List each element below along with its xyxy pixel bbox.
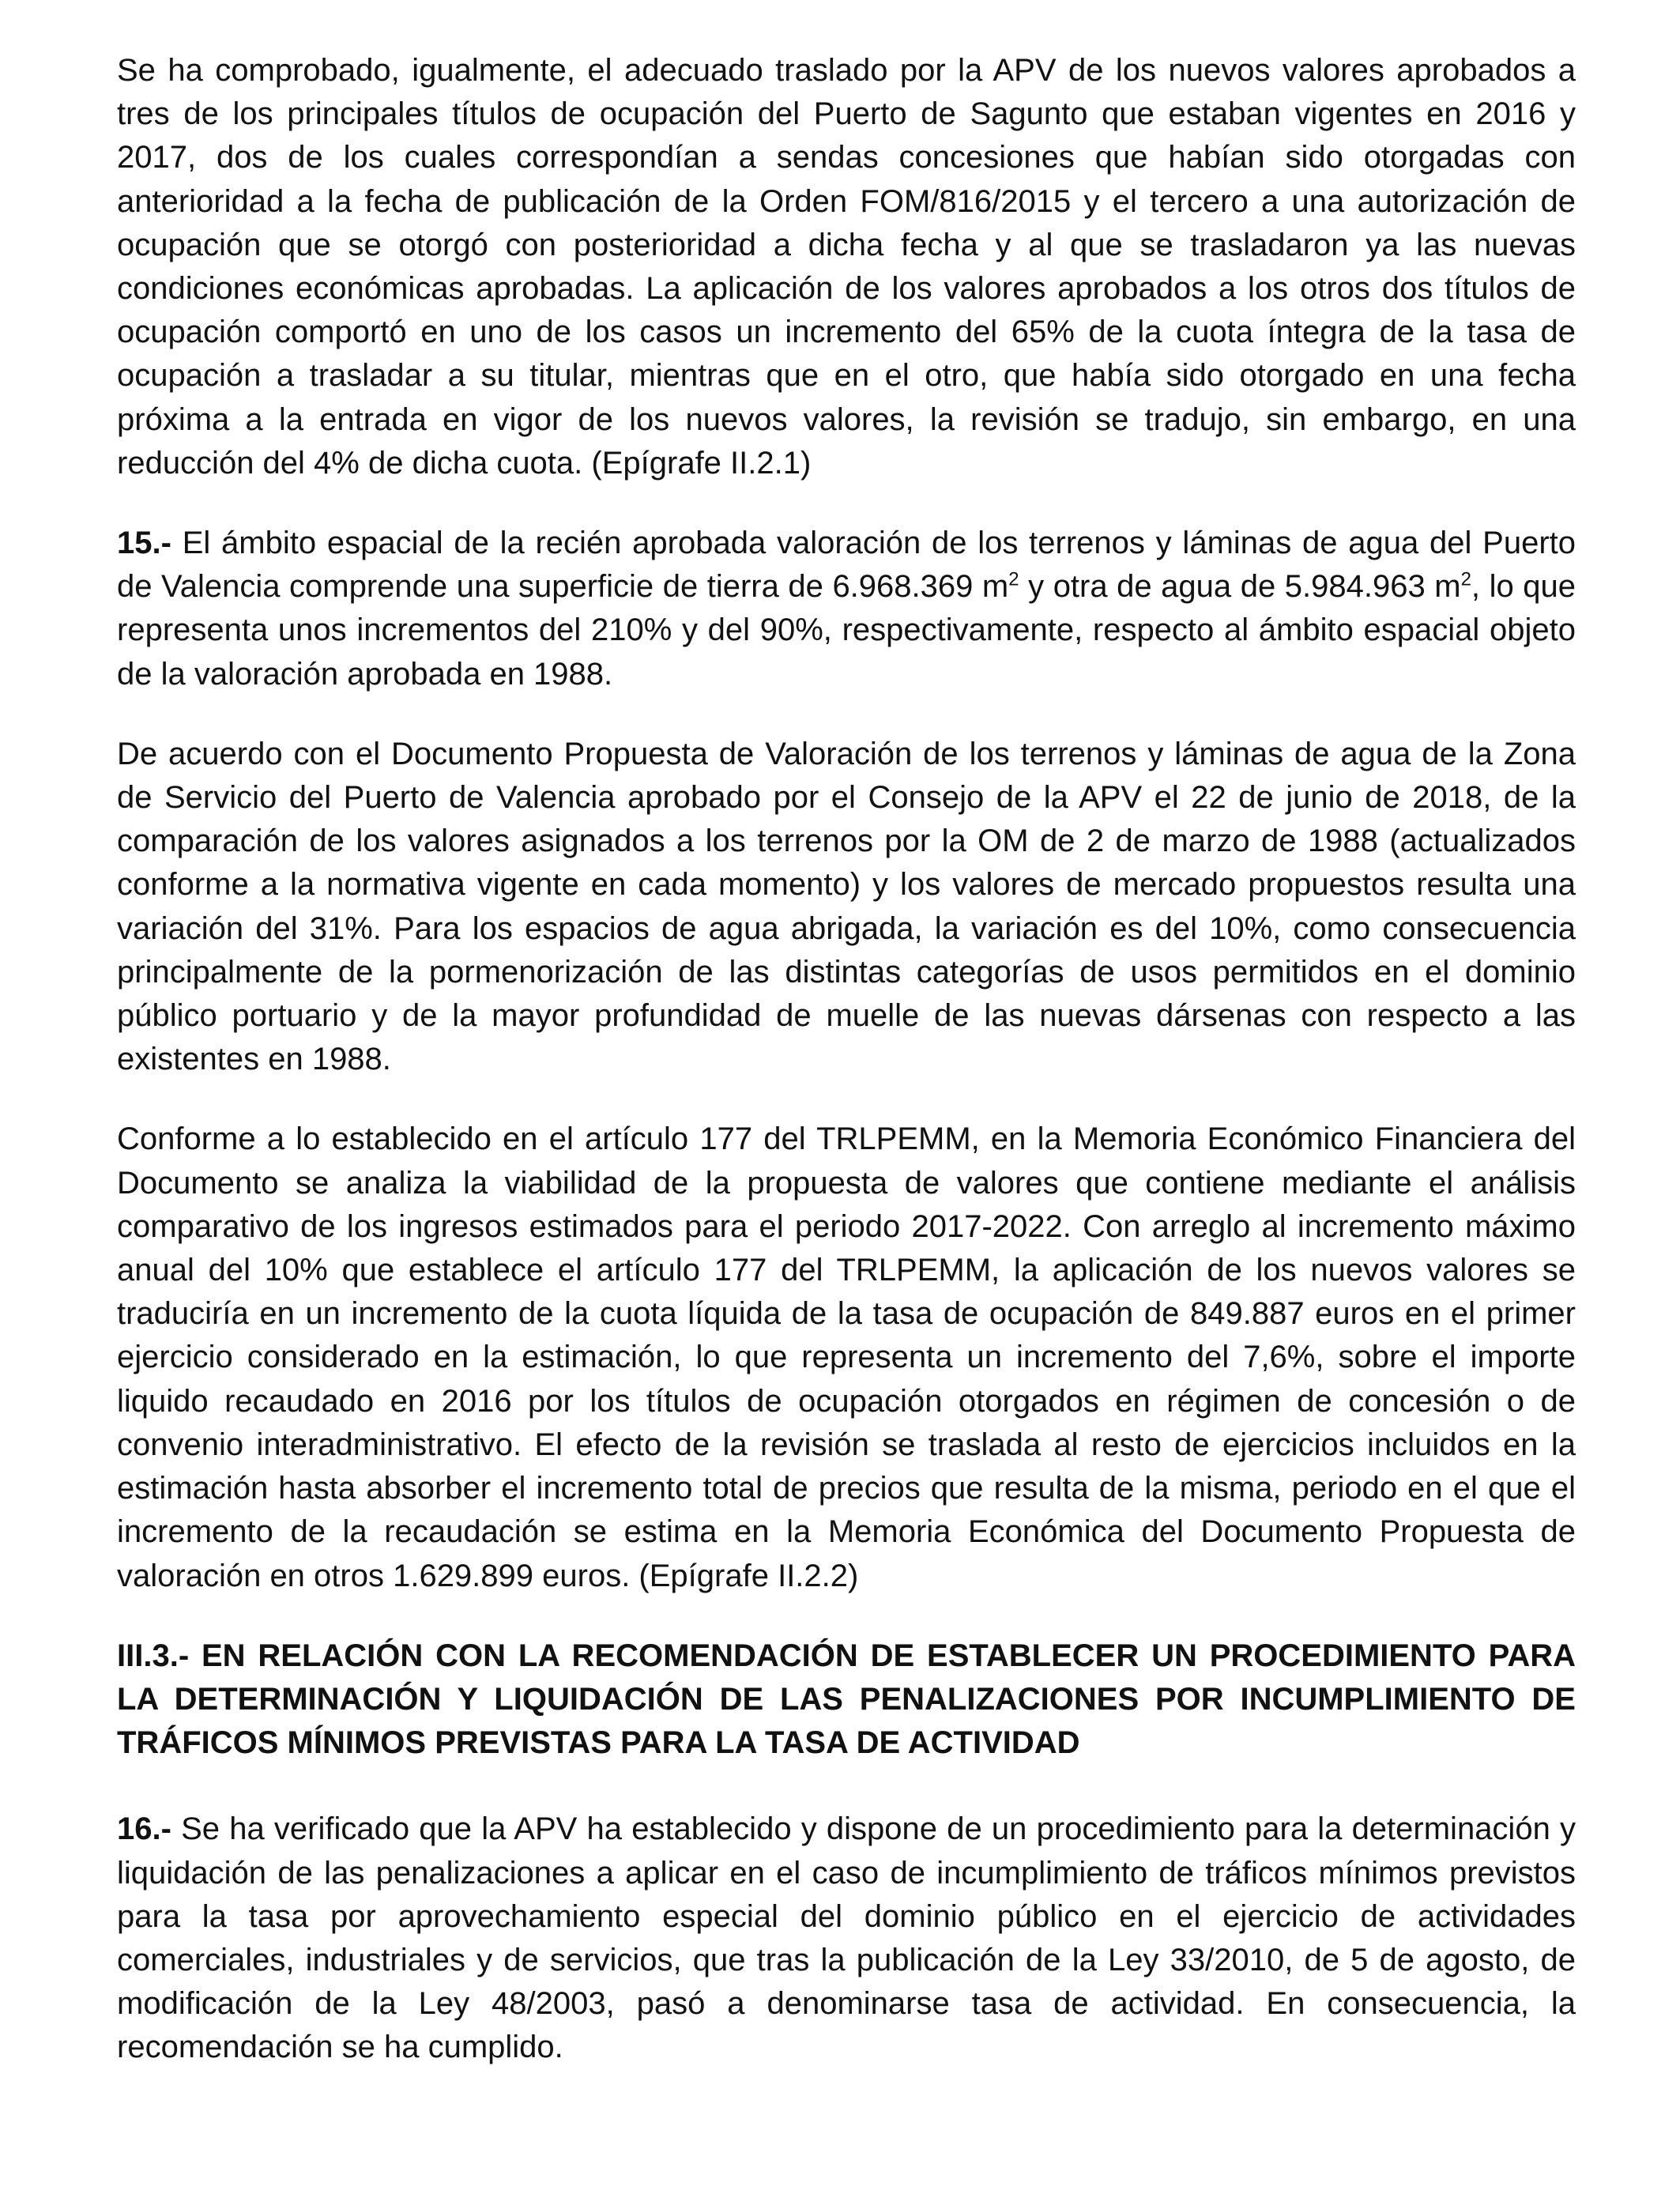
paragraph-15-text-c: , lo que representa unos incrementos del 210% y del 90%, respectivamente, respecto al ámbito espacial objeto de la valoración aprobada en 1988. [117,569,1576,692]
item-number-16: 16.- [117,1811,171,1847]
paragraph-16 [117,1808,1576,2069]
paragraph-valoracion: De acuerdo con el Documento Propuesta de Valoración de los terrenos y láminas de agua de la Zona de Servicio del Puerto de Valencia aprobado por el Consejo de la APV el 22 de junio de 2018, de la comparación de los valores asignados a los terrenos por la OM de 2 de marzo de 1988 (actualizados conforme a la normativa vigente en cada momento) y los valores de mercado propuestos resulta una variación del 31%. Para los espacios de agua abrigada, la variación es del 10%, como consecuencia principalmente de la pormenorización de las distintas categorías de usos permitidos en el dominio público portuario y de la mayor profundidad de muelle de las nuevas dársenas con respecto a las existentes en 1988. [117,736,1576,1077]
item-number-15: 15.- [117,526,171,561]
paragraph-15-text-b: y otra de agua de 5.984.963 m [1019,569,1461,605]
paragraph-15-text-a: El ámbito espacial de la recién aprobada valoración de los terrenos y láminas de agua del Puerto de Valencia comprende una superficie de tierra de 6.968.369 m [117,526,1576,605]
paragraph-16-text: Se ha verificado que la APV ha establecido y dispone de un procedimiento para la determinación y liquidación de las penalizaciones a aplicar en el caso de incumplimiento de tráficos mínimos previstos para la tasa por aprovechamiento especial del dominio público en el ejercicio de actividades comerciales, industriales y de servicios, que tras la publicación de la Ley 33/2010, de 5 de agosto, de modificación de la Ley 48/2003, pasó a denominarse tasa de actividad. En consecuencia, la recomendación se ha cumplido. [117,1811,1576,2065]
superscript-2-water: 2 [1460,568,1471,590]
document-page [117,49,1576,2106]
paragraph-memoria-economica: Conforme a lo establecido en el artículo 177 del TRLPEMM, en la Memoria Económico Financiera del Documento se analiza la viabilidad de la propuesta de valores que contiene mediante el análisis comparativo de los ingresos estimados para el periodo 2017-2022. Con arreglo al incremento máximo anual del 10% que establece el artículo 177 del TRLPEMM, la aplicación de los nuevos valores se traduciría en un incremento de la cuota líquida de la tasa de ocupación de 849.887 euros en el primer ejercicio considerado en la estimación, lo que representa un incremento del 7,6%, sobre el importe liquido recaudado en 2016 por los títulos de ocupación otorgados en régimen de concesión o de convenio interadministrativo. El efecto de la revisión se traslada al resto de ejercicios incluidos en la estimación hasta absorber el incremento total de precios que resulta de la misma, periodo en el que el incremento de la recaudación se estima en la Memoria Económica del Documento Propuesta de valoración en otros 1.629.899 euros. (Epígrafe II.2.2) [117,1122,1576,1593]
paragraph-15 [117,522,1576,696]
section-heading-iii-3: III.3.- EN RELACIÓN CON LA RECOMENDACIÓN DE ESTABLECER UN PROCEDIMIENTO PARA LA DETERMINACIÓN Y LIQUIDACIÓN DE LAS PENALIZACIONES POR INCUMPLIMIENTO DE TRÁFICOS MÍNIMOS PREVISTAS PARA LA TASA DE ACTIVIDAD [117,1638,1576,1761]
superscript-2-land: 2 [1008,568,1019,590]
paragraph-sagunto: Se ha comprobado, igualmente, el adecuado traslado por la APV de los nuevos valores aprobados a tres de los principales títulos de ocupación del Puerto de Sagunto que estaban vigentes en 2016 y 2017, dos de los cuales correspondían a sendas concesiones que habían sido otorgadas con anterioridad a la fecha de publicación de la Orden FOM/816/2015 y el tercero a una autorización de ocupación que se otorgó con posterioridad a dicha fecha y al que se trasladaron ya las nuevas condiciones económicas aprobadas. La aplicación de los valores aprobados a los otros dos títulos de ocupación comportó en uno de los casos un incremento del 65% de la cuota íntegra de la tasa de ocupación a trasladar a su titular, mientras que en el otro, que había sido otorgado en una fecha próxima a la entrada en vigor de los nuevos valores, la revisión se tradujo, sin embargo, en una reducción del 4% de dicha cuota. (Epígrafe II.2.1) [117,53,1576,481]
